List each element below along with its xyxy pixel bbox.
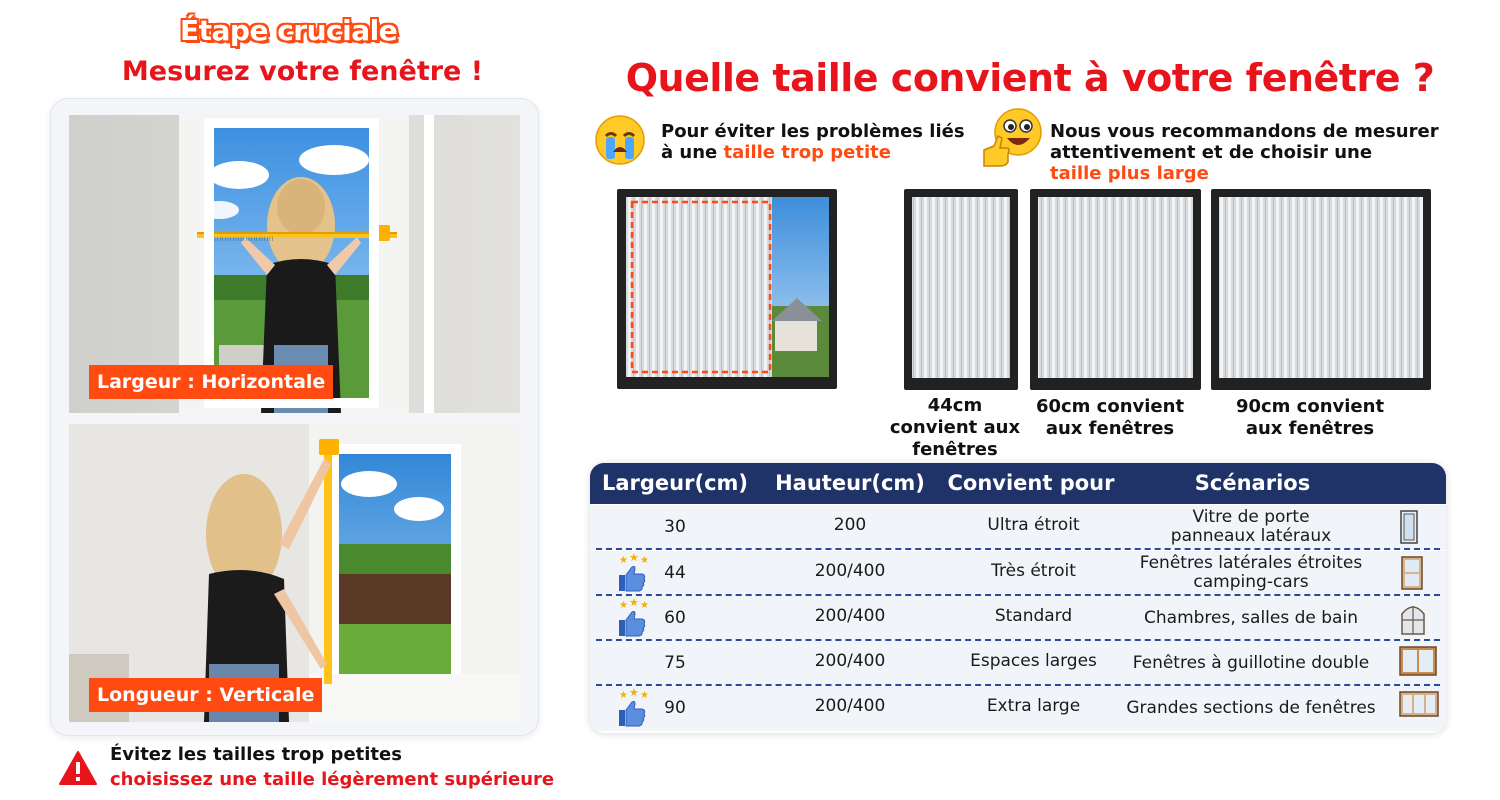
svg-text:★: ★ [629,688,639,699]
crying-emoji-icon [594,114,646,170]
cell-height: 200 [833,515,867,535]
svg-text:| | | | | | | | | | | | | | |: | | | | | | | | | | | | | | | | | | | | | | | | | [209,236,274,241]
svg-text:★: ★ [619,555,628,566]
header-scenarios: Scénarios [1194,471,1311,495]
cell-scenario: Chambres, salles de bain [1144,608,1358,628]
svg-text:★: ★ [640,600,649,611]
caption-44cm: 44cm convient aux fenêtres [889,395,1021,460]
tip-large-line3: taille plus large [1050,163,1209,184]
thumbs-up-emoji-icon [980,106,1046,174]
cell-fit: Ultra étroit [987,515,1080,535]
table-row [590,686,1446,731]
size-table [590,463,1446,733]
table-row [590,505,1446,550]
svg-text:★: ★ [619,690,628,701]
table-row [590,596,1446,641]
measure-title: Mesurez votre fenêtre ! [121,56,484,87]
cell-height: 200/400 [814,606,886,626]
cell-width: 90 [664,698,686,718]
length-label: Longueur : Verticale [89,678,322,712]
cell-scenario-line2: panneaux latéraux [1170,526,1332,546]
warning-icon [58,750,98,790]
header-height: Hauteur(cm) [775,471,925,495]
photo-panel [50,98,539,736]
header-width: Largeur(cm) [601,471,748,495]
svg-text:★: ★ [629,553,639,564]
window-60cm [1030,189,1201,390]
main-title: Quelle taille convient à votre fenêtre ? [625,56,1435,100]
photo-measure-width [69,115,520,413]
cell-scenario-line1: Fenêtres latérales étroites [1139,553,1363,573]
tip-large-line1: Nous vous recommandons de mesurer [1050,121,1439,142]
warning-note [58,744,578,798]
cell-width: 60 [664,608,686,628]
header-fit: Convient pour [947,471,1115,495]
cell-fit: Espaces larges [970,651,1097,671]
photo-measure-length [69,424,520,722]
cell-fit: Extra large [986,696,1081,716]
warning-line2: choisissez une taille légèrement supérieure [110,769,555,790]
window-illustrations [612,186,1442,394]
window-44cm [904,189,1018,390]
cell-scenario-line2: camping-cars [1193,572,1309,592]
row-divider [596,548,1440,550]
tip-small-size [661,121,965,163]
cell-fit: Très étroit [991,561,1076,581]
tip-small-prefix: à une [661,142,724,163]
door-window-icon [1398,509,1420,549]
table-row [590,641,1446,686]
warning-line1: Évitez les tailles trop petites [110,744,402,765]
arched-window-icon [1398,600,1428,640]
tip-small-line1: Pour éviter les problèmes liés [661,121,965,142]
cell-width: 75 [664,653,686,673]
narrow-window-icon [1398,555,1426,595]
caption-90cm: 90cm convient aux fenêtres [1235,396,1385,439]
svg-text:★: ★ [629,598,639,609]
table-row [590,551,1446,596]
cell-width: 30 [664,517,686,537]
double-window-icon [1398,645,1438,681]
table-header [590,463,1446,504]
svg-text:★: ★ [640,690,649,701]
tip-large-line2: attentivement et de choisir une [1050,142,1373,163]
cell-scenario: Grandes sections de fenêtres [1126,698,1376,718]
window-too-small-example [617,189,837,389]
cell-height: 200/400 [814,696,886,716]
tip-large-size [1050,121,1439,184]
cell-scenario: Fenêtres à guillotine double [1132,653,1370,673]
cell-fit: Standard [994,606,1073,626]
svg-text:★: ★ [640,555,649,566]
step-badge: Étape cruciale [180,14,398,47]
width-label: Largeur : Horizontale [89,365,333,399]
window-90cm [1211,189,1431,390]
tip-small-highlight: taille trop petite [723,142,891,163]
cell-height: 200/400 [814,561,886,581]
cell-height: 200/400 [814,651,886,671]
caption-60cm: 60cm convient aux fenêtres [1035,396,1185,439]
cell-width: 44 [664,563,686,583]
svg-text:★: ★ [619,600,628,611]
wide-window-icon [1398,690,1440,722]
cell-scenario-line1: Vitre de porte [1192,507,1310,527]
